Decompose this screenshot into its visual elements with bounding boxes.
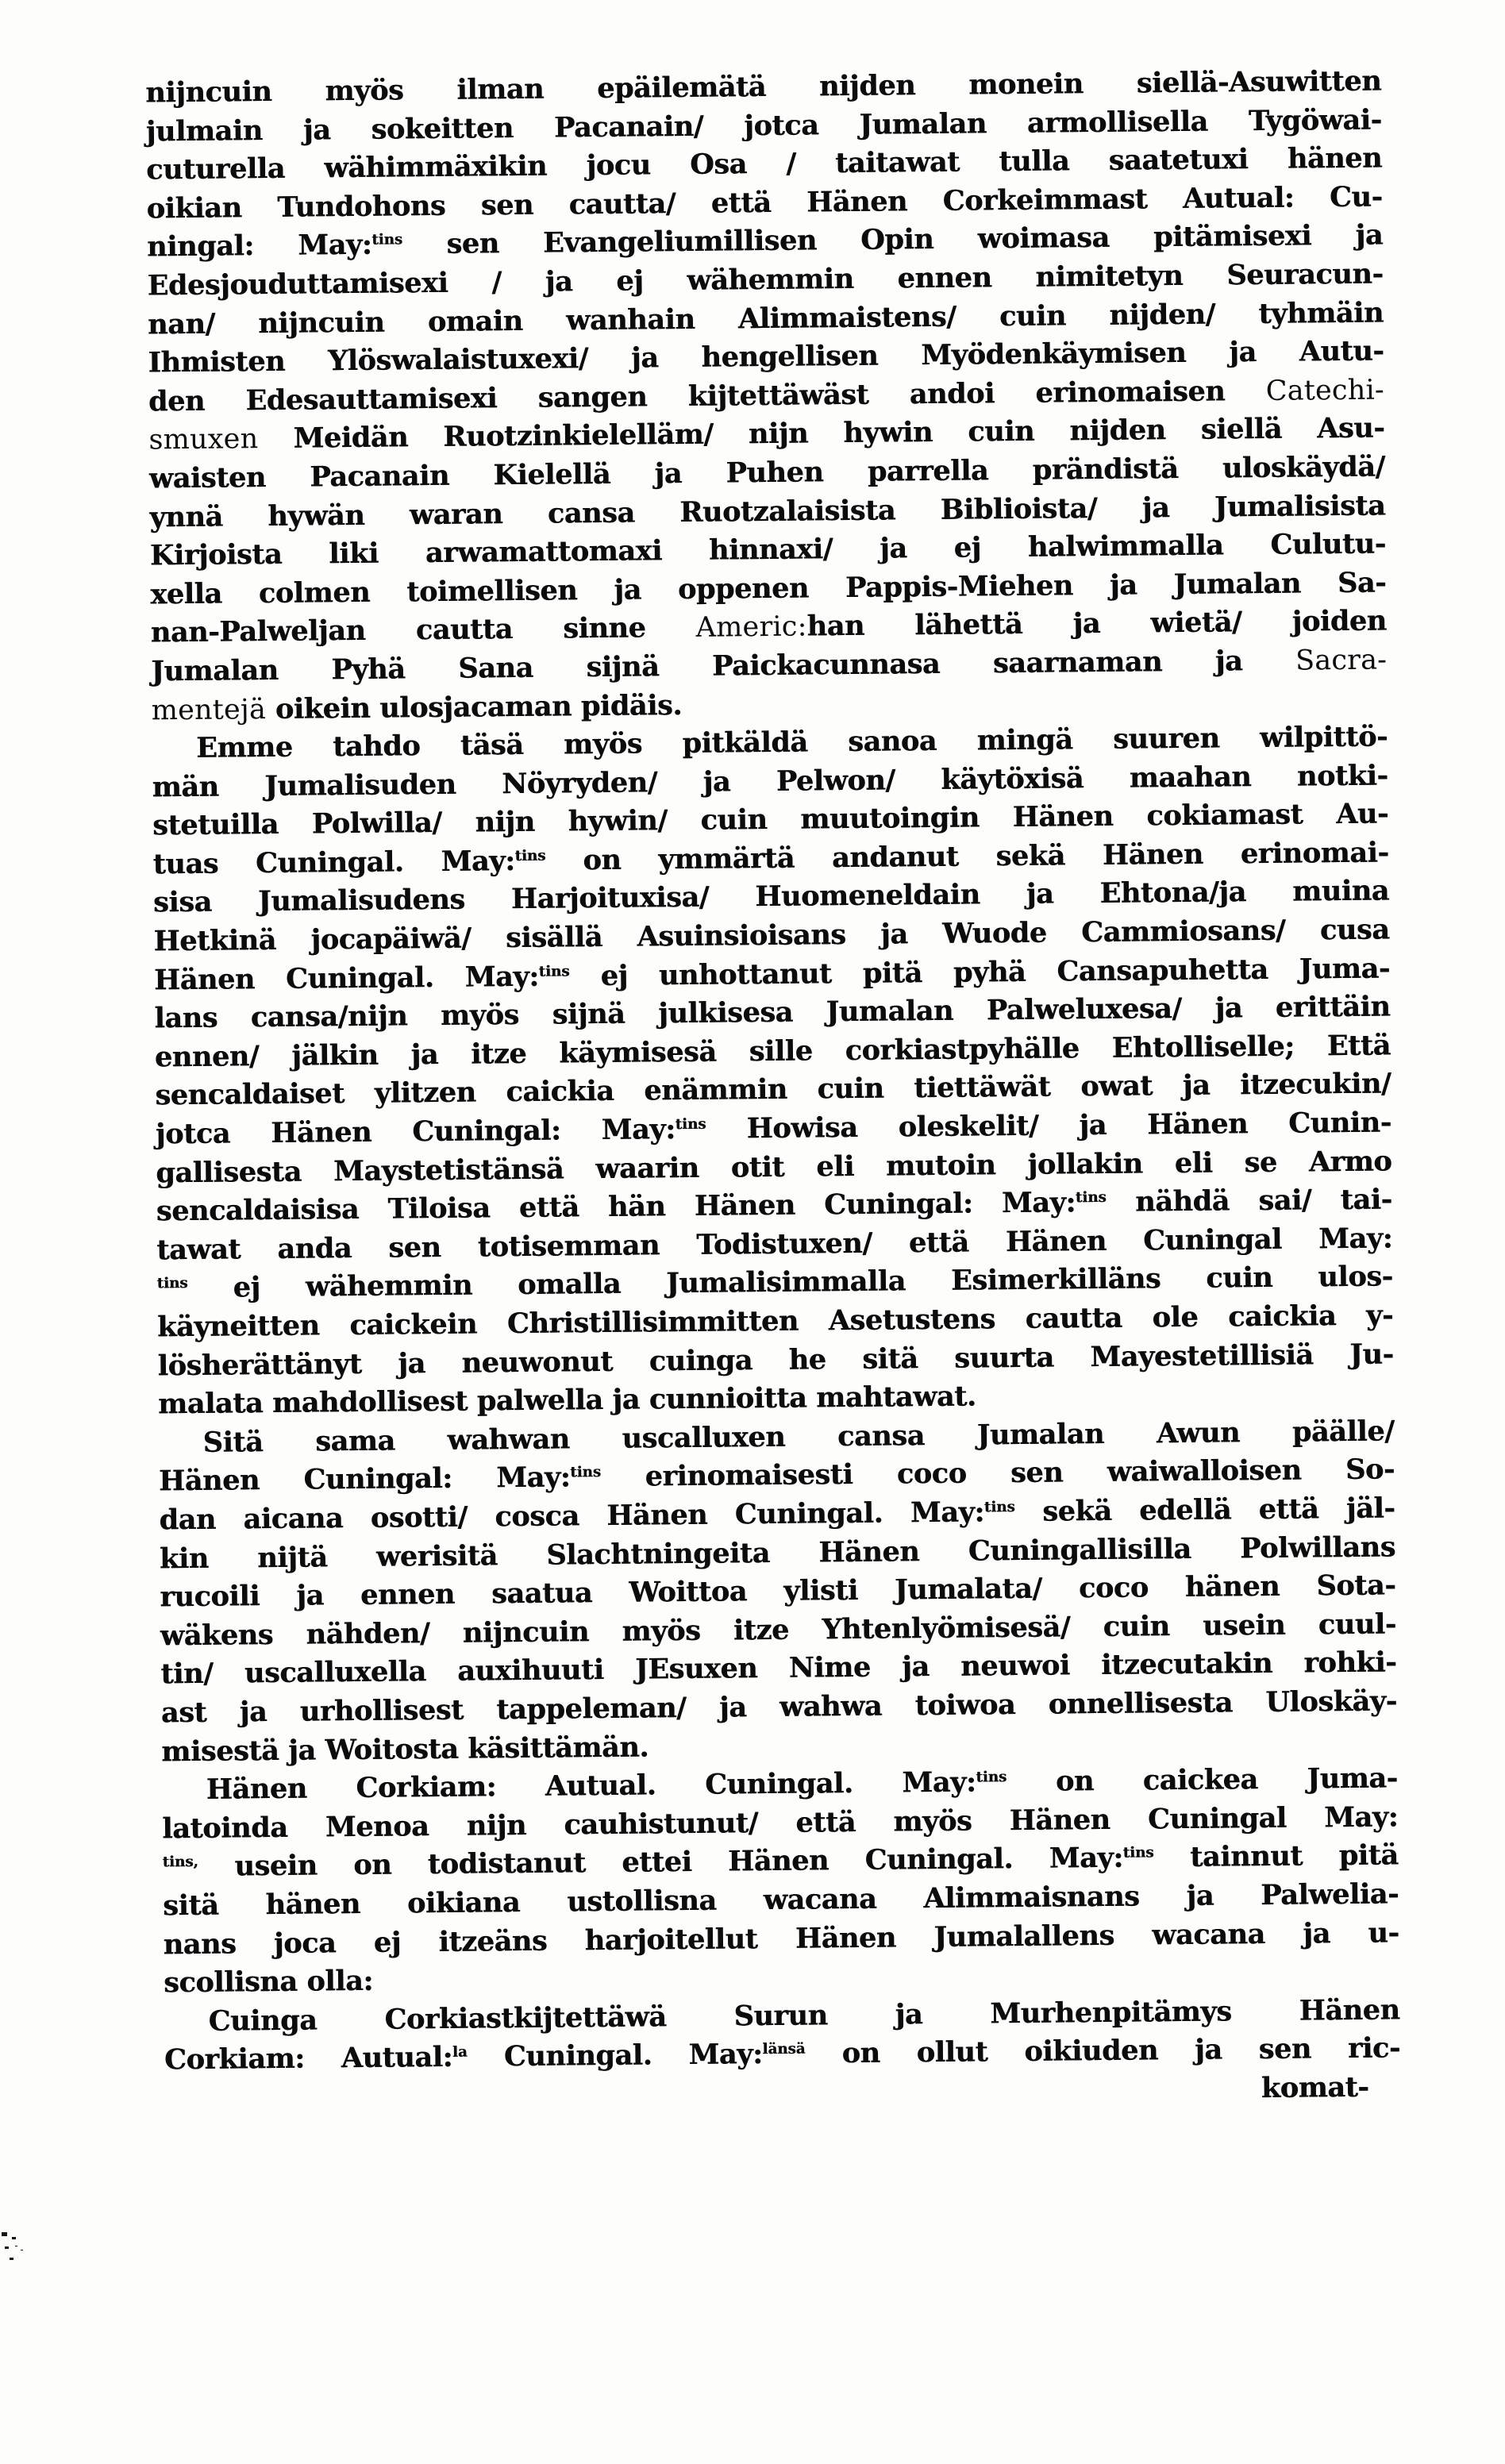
ink-speckle — [2, 2232, 7, 2236]
text-line: ynnä hywän waran cansa Ruotzalaisista Biblioista/ ja Jumalisista — [149, 489, 1386, 533]
text-line: stetuilla Polwilla/ nijn hywin/ cuin muutoingin Hänen cokiamast Au- — [152, 797, 1389, 842]
text-line: Jumalan Pyhä Sana sijnä Paickacunnasa saarnaman ja Sacra- — [151, 644, 1388, 688]
text-line: Kirjoista liki arwamattomaxi hinnaxi/ ja ej halwimmalla Culutu- — [149, 527, 1386, 572]
text-line: sitä hänen oikiana ustollisna wacana Alimmaisnans ja Palwelia- — [162, 1877, 1399, 1923]
text-line: latoinda Menoa nijn cauhistunut/ että myös Hänen Cuningal May: — [162, 1800, 1399, 1846]
text-line: nan-Palweljan cautta sinne Americ:han lähettä ja wietä/ joiden — [150, 604, 1387, 649]
antiqua-word: Americ: — [695, 610, 807, 645]
superscript-abbreviation: tins — [570, 1464, 602, 1481]
text-line: Hänen Cuningal: May:$^{tins}$ erinomaisesti coco sen waiwalloisen So- — [158, 1453, 1395, 1498]
text-line: xella colmen toimellisen ja oppenen Pappis-Miehen ja Jumalan Sa- — [150, 566, 1387, 611]
text-line: sencaldaiset ylitzen caickia enämmin cuin tiettäwät owat ja itzecukin/ — [155, 1067, 1391, 1112]
superscript-abbreviation: tins — [983, 1499, 1015, 1516]
text-line: Emme tahdo täsä myös pitkäldä sanoa mingä suuren wilpittö- — [195, 720, 1388, 764]
catchword: komat- — [1261, 2070, 1369, 2104]
text-line: oikian Tundohons sen cautta/ että Hänen Corkeimmast Autual: Cu- — [146, 180, 1383, 225]
text-line: ningal: May:$^{tins}$ sen Evangeliumillisen Opin woimasa pitämisexi ja — [146, 218, 1384, 264]
antiqua-word: smuxen — [148, 423, 259, 456]
text-line: Corkiam: Autual:$^{la}$ Cuningal. May:$^{länsä}$ on ollut oikiuden ja sen ric- — [164, 2031, 1401, 2077]
superscript-abbreviation: tins — [538, 963, 570, 980]
text-line: kin nijtä werisitä Slachtningeita Hänen Cuningallisilla Polwillans — [159, 1530, 1396, 1575]
text-line: nan/ nijncuin omain wanhain Alimmaistens/ cuin nijden/ tyhmäin — [147, 296, 1384, 341]
text-line: lösherättänyt ja neuwonut cuinga he sitä suurta Mayestetillisiä Ju- — [157, 1338, 1394, 1382]
text-line: smuxen Meidän Ruotzinkielelläm/ nijn hywin cuin nijden siellä Asu- — [148, 411, 1385, 456]
text-line: malata mahdollisest palwella ja cunnioitta mahtawat. — [157, 1380, 976, 1421]
text-line: $^{tins,}$ usein on todistanut ettei Hänen Cuningal. May:$^{tins}$ tainnut pitä — [162, 1838, 1399, 1884]
text-line: tuas Cuningal. May:$^{tins}$ on ymmärtä andanut sekä Hänen erinomai- — [152, 836, 1389, 881]
superscript-abbreviation: la — [452, 2043, 468, 2062]
superscript-abbreviation: tins — [1122, 1844, 1154, 1862]
text-line: Cuinga Corkiastkijtettäwä Surun ja Murhenpitämys Hänen — [208, 1993, 1400, 2038]
superscript-abbreviation: tins — [371, 231, 403, 249]
text-line: Hänen Cuningal. May:$^{tins}$ ej unhottanut pitä pyhä Cansapuhetta Juma- — [153, 952, 1391, 997]
text-line: käyneitten caickein Christillisimmitten Asetustens cautta ole caickia y- — [156, 1299, 1394, 1344]
antiqua-word: Sacra- — [1295, 644, 1388, 677]
superscript-abbreviation: tins — [514, 847, 546, 864]
superscript-abbreviation: tins — [976, 1769, 1007, 1786]
text-line: julmain ja sokeitten Pacanain/ jotca Jumalan armollisella Tygöwai- — [145, 103, 1382, 148]
text-line: mentejä oikein ulosjacaman pidäis. — [151, 688, 683, 726]
text-line: Sitä sama wahwan uscalluxen cansa Jumalan Awun päälle/ — [202, 1415, 1395, 1459]
antiqua-word: Catechi- — [1265, 374, 1385, 407]
text-line: Hetkinä jocapäiwä/ sisällä Asuinsioisans ja Wuode Cammiosans/ cusa — [153, 913, 1390, 958]
text-line: sencaldaisisa Tiloisa että hän Hänen Cuningal: May:$^{tins}$ nähdä sai/ tai- — [156, 1183, 1392, 1228]
text-line: scollisna olla: — [163, 1964, 374, 2000]
text-line: dan aicana osotti/ cosca Hänen Cuningal. May:$^{tins}$ sekä edellä että jäl- — [159, 1492, 1395, 1537]
text-line: ennen/ jälkin ja itze käymisesä sille corkiastpyhälle Ehtolliselle; Että — [154, 1029, 1391, 1074]
text-line: nijncuin myös ilman epäilemätä nijden monein siellä-Asuwitten — [145, 64, 1382, 110]
superscript-abbreviation: tins, — [162, 1854, 198, 1871]
text-line: män Jumalisuden Nöyryden/ ja Pelwon/ käytöxisä maahan notki- — [152, 759, 1388, 804]
text-line: misestä ja Woitosta käsittämän. — [161, 1731, 649, 1768]
text-line: Ihmisten Ylöswalaistuxexi/ ja hengellisen Myödenkäymisen ja Autu- — [148, 334, 1384, 379]
superscript-abbreviation: länsä — [762, 2040, 806, 2058]
text-line: tawat anda sen totisemman Todistuxen/ että Hänen Cuningal May: — [156, 1222, 1393, 1267]
text-line: waisten Pacanain Kielellä ja Puhen parrella prändistä uloskäydä/ — [148, 450, 1386, 495]
text-line: cuturella wähimmäxikin jocu Osa / taitawat tulla saatetuxi hänen — [145, 141, 1383, 187]
text-line: rucoili ja ennen saatua Woittoa ylisti Jumalata/ coco hänen Sota- — [160, 1569, 1396, 1614]
superscript-abbreviation: tins — [1075, 1189, 1107, 1207]
text-line: ast ja urhollisest tappeleman/ ja wahwa toiwoa onnellisesta Uloskäy- — [160, 1684, 1397, 1730]
text-line: jotca Hänen Cuningal: May:$^{tins}$ Howisa oleskelit/ ja Hänen Cunin- — [155, 1106, 1391, 1151]
text-line: tin/ uscalluxella auxihuuti JEsuxen Nime ja neuwoi itzecutakin rohki- — [160, 1646, 1397, 1691]
text-line: nans joca ej itzeäns harjoitellut Hänen Jumalallens wacana ja u- — [163, 1915, 1399, 1961]
antiqua-word: mentejä — [151, 693, 267, 726]
text-line: wäkens nähden/ nijncuin myös itze Yhtenlyömisesä/ cuin usein cuul- — [160, 1607, 1397, 1653]
text-line: den Edesauttamisexi sangen kijtettäwäst andoi erinomaisen Catechi- — [148, 374, 1385, 418]
text-line: Hänen Corkiam: Autual. Cuningal. May:$^{tins}$ on caickea Juma- — [206, 1761, 1398, 1806]
text-line: lans cansa/nijn myös sijnä julkisesa Jumalan Palweluxesa/ ja erittäin — [154, 990, 1391, 1035]
text-line: Edesjouduttamisexi / ja ej wähemmin ennen nimitetyn Seuracun- — [147, 257, 1384, 302]
superscript-abbreviation: tins — [156, 1275, 188, 1292]
body-text — [145, 63, 1401, 2119]
text-line: $^{tins}$ ej wähemmin omalla Jumalisimmalla Esimerkilläns cuin ulos- — [156, 1260, 1393, 1305]
superscript-abbreviation: tins — [675, 1115, 706, 1134]
text-line: gallisesta Maystetistänsä waarin otit eli mutoin jollakin eli se Armo — [156, 1145, 1392, 1190]
text-line: sisa Jumalisudens Harjoituxisa/ Huomeneldain ja Ehtona/ja muina — [152, 874, 1390, 919]
